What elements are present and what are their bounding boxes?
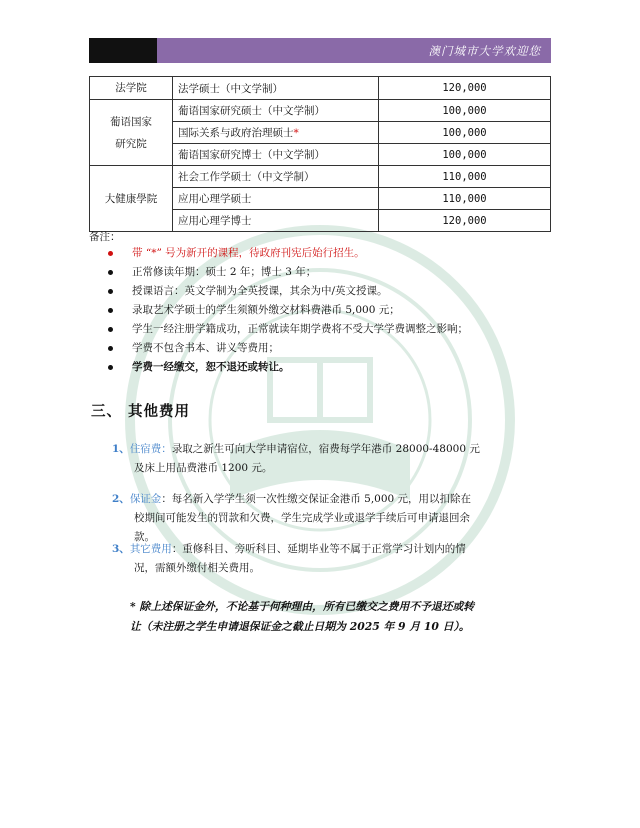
college-cell: 大健康學院: [90, 166, 173, 232]
notes-list: [102, 244, 468, 377]
program-cell: [173, 122, 379, 144]
item-number: 1、: [112, 443, 130, 455]
list-item: 带 “*” 号为新开的课程，待政府刊宪后始行招生。: [102, 244, 468, 263]
tuition-fee-table: [89, 76, 551, 232]
list-item: 学生一经注册学籍成功，正常就读年期学费将不受大学学费调整之影响；: [102, 320, 468, 339]
college-name-line: 研究院: [115, 137, 147, 150]
closing-line: * 除上述保证金外，不论基于何种理由，所有已缴交之费用不予退还或转: [130, 600, 475, 613]
program-cell: 应用心理学博士: [173, 210, 379, 232]
college-name-line: 葡语国家: [110, 115, 152, 128]
item-text-continued: 款。: [134, 531, 155, 543]
header-title: 澳门城市大学欢迎您: [428, 43, 541, 58]
fee-cell: 120,000: [379, 210, 551, 232]
list-item: 授课语言：英文学制为全英授课，其余为中/英文授课。: [102, 282, 468, 301]
program-cell: 葡语国家研究硕士（中文学制）: [173, 100, 379, 122]
list-item: 学费不包含书本、讲义等费用；: [102, 339, 468, 358]
item-text: ：重修科目、旁听科目、延期毕业等不属于正常学习计划内的情: [171, 543, 466, 555]
closing-line: 让（未注册之学生申请退保证金之截止日期为 2025 年 9 月 10 日）。: [130, 620, 470, 633]
table-row: [90, 166, 551, 188]
item-label: 住宿费：: [129, 443, 172, 455]
fee-item-accommodation: [112, 440, 480, 478]
fee-cell: 110,000: [379, 166, 551, 188]
program-cell: 应用心理学硕士: [173, 188, 379, 210]
fee-cell: 100,000: [379, 122, 551, 144]
item-label: 保证金: [129, 493, 162, 505]
item-number: 3、: [112, 543, 130, 555]
fee-item-other: [112, 540, 466, 578]
table-row: [90, 77, 551, 100]
table-row: [90, 100, 551, 122]
fee-item-deposit: [112, 490, 471, 547]
fee-cell: 110,000: [379, 188, 551, 210]
item-text: 录取之新生可向大学申请宿位，宿费每学年港币 28000-48000 元: [171, 443, 480, 455]
item-text-continued: 校期间可能发生的罚款和欠费，学生完成学业或退学手续后可申请退回余: [134, 512, 470, 524]
item-text: ：每名新入学学生须一次性缴交保证金港币 5,000 元，用以扣除在: [161, 493, 472, 505]
page-header-bar: [89, 38, 551, 63]
item-number: 2、: [112, 493, 130, 505]
notes-title: 备注：: [89, 231, 121, 243]
header-accent-block: [89, 38, 157, 63]
item-label: 其它费用: [129, 543, 172, 555]
section-heading: 三、 其他费用: [91, 403, 191, 420]
fee-cell: 100,000: [379, 144, 551, 166]
college-cell: 法学院: [90, 77, 173, 100]
fee-cell: 100,000: [379, 100, 551, 122]
program-cell: 社会工作学硕士（中文学制）: [173, 166, 379, 188]
new-program-mark: *: [293, 127, 299, 139]
list-item: 学费一经缴交，恕不退还或转让。: [102, 358, 468, 377]
list-item: 正常修读年期：硕士 2 年；博士 3 年；: [102, 263, 468, 282]
item-text-continued: 况，需额外缴付相关费用。: [134, 562, 260, 574]
list-item: 录取艺术学硕士的学生须额外缴交材料费港币 5,000 元；: [102, 301, 468, 320]
closing-note: [130, 597, 550, 637]
fee-cell: 120,000: [379, 77, 551, 100]
program-name: 国际关系与政府治理硕士: [178, 127, 294, 139]
item-text-continued: 及床上用品费港币 1200 元。: [134, 462, 273, 474]
program-cell: 葡语国家研究博士（中文学制）: [173, 144, 379, 166]
program-cell: 法学硕士（中文学制）: [173, 77, 379, 100]
college-cell: [90, 100, 173, 166]
